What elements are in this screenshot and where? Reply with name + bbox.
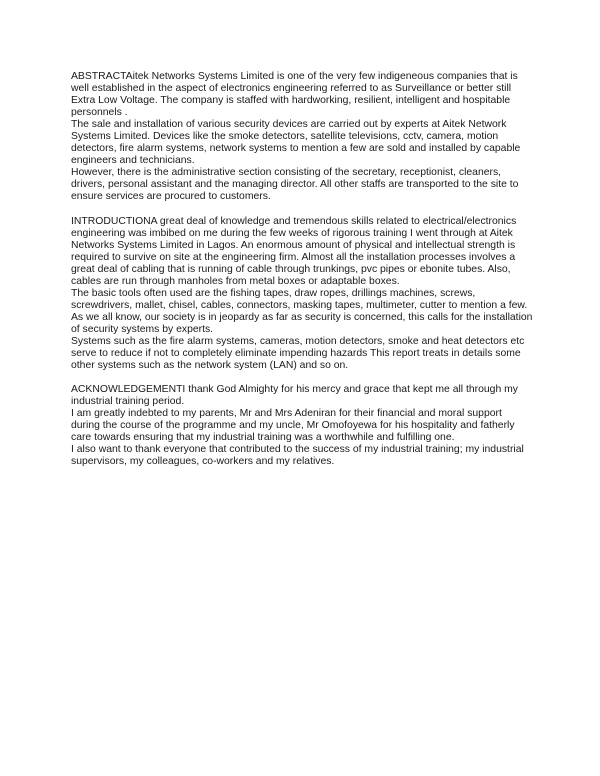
abstract-paragraph: However, there is the administrative section consisting of the secretary, receptionist, cleaners, drivers, personal assistant and the managing director. All other staffs are transported to the site to ensure services are procured to customers. xyxy=(71,167,519,203)
introduction-paragraph: Systems such as the fire alarm systems, cameras, motion detectors, smoke and heat detectors etc serve to reduce if not to completely eliminate impending hazards This report treats in details some other systems such as the network system (LAN) and so on. xyxy=(71,335,525,372)
introduction-paragraph: As we all know, our society is in jeopardy as far as security is concerned, this calls for the installation of security systems by experts. xyxy=(71,311,533,335)
acknowledgement-section xyxy=(71,384,533,468)
document-body xyxy=(71,71,533,480)
abstract-paragraph: The sale and installation of various security devices are carried out by experts at Aitek Network Systems Limited. Devices like the smoke detectors, satellite televisions, cctv, camera, motion detectors, fire alarm systems, network systems to mention a few are sold and installed by capable engineers and technicians. xyxy=(71,119,521,167)
introduction-paragraph: INTRODUCTIONA great deal of knowledge and tremendous skills related to electrical/electronics engineering was imbibed on me during the few weeks of rigorous training I went through at Aitek Networks Systems Limited in Lagos. An enormous amount of physical and intellectual strength is required to survive on site at the engineering firm. Almost all the installation processes involves a great deal of cabling that is running of cable through trunkings, pvc pipes or ebonite tubes. Also, cables are run through manholes from metal boxes or adaptable boxes. xyxy=(71,215,517,287)
abstract-section xyxy=(71,71,533,204)
abstract-paragraph: ABSTRACTAitek Networks Systems Limited is one of the very few indigeneous companies that is well established in the aspect of electronics engineering referred to as Surveillance or better still Extra Low Voltage. The company is staffed with hardworking, resilient, intelligent and hospitable personnels . xyxy=(71,71,518,119)
acknowledgement-paragraph: ACKNOWLEDGEMENTI thank God Almighty for his mercy and grace that kept me all through my industrial training period. xyxy=(71,384,518,408)
acknowledgement-paragraph: I am greatly indebted to my parents, Mr and Mrs Adeniran for their financial and moral support during the course of the programme and my uncle, Mr Omofoyewa for his hospitality and fatherly care towards ensuring that my industrial training was a worthwhile and fulfilling one. xyxy=(71,408,515,444)
acknowledgement-paragraph: I also want to thank everyone that contributed to the success of my industrial training; my industrial supervisors, my colleagues, co-workers and my relatives. xyxy=(71,444,524,468)
introduction-paragraph: The basic tools often used are the fishing tapes, draw ropes, drillings machines, screws, screwdrivers, mallet, chisel, cables, connectors, masking tapes, multimeter, cutter to mention a few. xyxy=(71,287,528,311)
introduction-section xyxy=(71,216,533,373)
